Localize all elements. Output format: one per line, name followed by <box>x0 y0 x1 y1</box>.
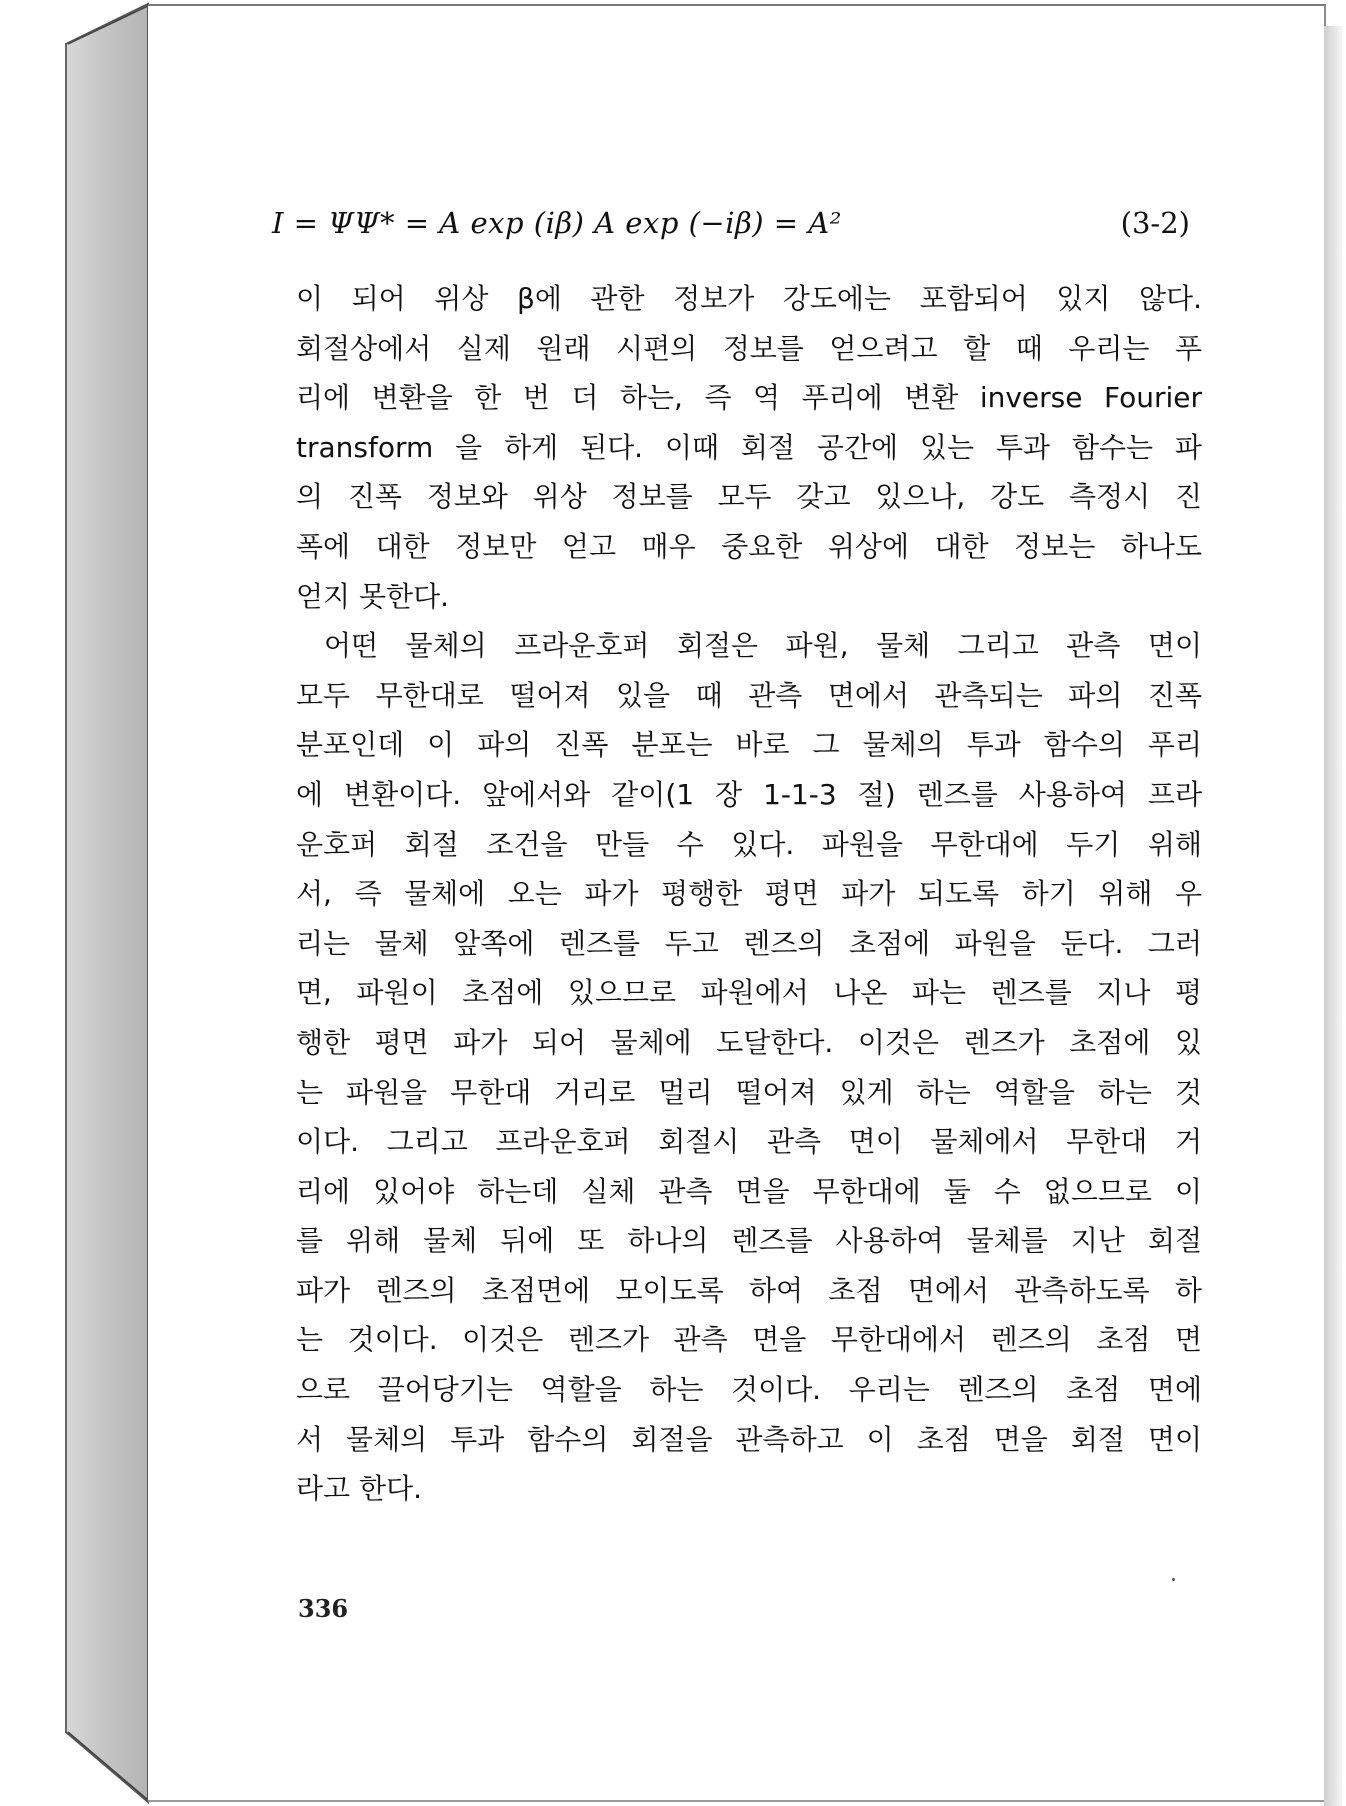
text-line: 얻지 못한다. <box>296 579 450 613</box>
text-line: 서 물체의 투과 함수의 회절을 관측하고 이 초점 면을 회절 면이 <box>296 1422 1202 1456</box>
text-line: 리는 물체 앞쪽에 렌즈를 두고 렌즈의 초점에 파원을 둔다. 그러 <box>296 926 1202 960</box>
text-line: 는 것이다. 이것은 렌즈가 관측 면을 무한대에서 렌즈의 초점 면 <box>296 1323 1202 1357</box>
equation-number: (3-2) <box>1120 206 1190 240</box>
page-number: 336 <box>298 1594 349 1623</box>
text-line: 파가 렌즈의 초점면에 모이도록 하여 초점 면에서 관측하도록 하 <box>296 1273 1202 1307</box>
text-line: 이 되어 위상 β에 관한 정보가 강도에는 포함되어 있지 않다. <box>296 282 1202 315</box>
paragraph-1 <box>296 274 1202 621</box>
text-line: 이다. 그리고 프라운호퍼 회절시 관측 면이 물체에서 무한대 거 <box>296 1125 1202 1159</box>
text-line: 리에 있어야 하는데 실체 관측 면을 무한대에 둘 수 없으므로 이 <box>296 1174 1202 1208</box>
text-line: 행한 평면 파가 되어 물체에 도달한다. 이것은 렌즈가 초점에 있 <box>296 1025 1202 1059</box>
page-edge-shadow <box>1324 26 1342 1806</box>
text-line: 모두 무한대로 떨어져 있을 때 관측 면에서 관측되는 파의 진폭 <box>296 678 1202 712</box>
text-line: 리에 변환을 한 번 더 하는, 즉 역 푸리에 변환 inverse Fourier <box>296 381 1202 415</box>
paragraph-2 <box>296 621 1202 1514</box>
equation-formula: I = ΨΨ* = A exp (iβ) A exp (−iβ) = A² <box>272 206 842 240</box>
text-line: 서, 즉 물체에 오는 파가 평행한 평면 파가 되도록 하기 위해 우 <box>296 877 1202 911</box>
text-line: 의 진폭 정보와 위상 정보를 모두 갖고 있으나, 강도 측정시 진 <box>296 480 1202 514</box>
text-line: 면, 파원이 초점에 있으므로 파원에서 나온 파는 렌즈를 지나 평 <box>296 976 1202 1010</box>
text-line: transform 을 하게 된다. 이때 회절 공간에 있는 투과 함수는 파 <box>296 430 1202 464</box>
text-line: 분포인데 이 파의 진폭 분포는 바로 그 물체의 투과 함수의 푸리 <box>296 728 1202 762</box>
text-line: 를 위해 물체 뒤에 또 하나의 렌즈를 사용하여 물체를 지난 회절 <box>296 1224 1202 1258</box>
text-line: 라고 한다. <box>296 1472 422 1506</box>
text-line: 운호퍼 회절 조건을 만들 수 있다. 파원을 무한대에 두기 위해 <box>296 827 1202 861</box>
book-spine <box>0 0 160 1806</box>
speck <box>1172 1578 1175 1581</box>
text-line: 어떤 물체의 프라운호퍼 회절은 파원, 물체 그리고 관측 면이 <box>324 629 1202 663</box>
text-line: 폭에 대한 정보만 얻고 매우 중요한 위상에 대한 정보는 하나도 <box>296 529 1202 563</box>
body-text <box>296 274 1202 1514</box>
text-line: 에 변환이다. 앞에서와 같이(1 장 1-1-3 절) 렌즈를 사용하여 프라 <box>296 777 1202 811</box>
text-line: 는 파원을 무한대 거리로 멀리 떨어져 있게 하는 역할을 하는 것 <box>296 1075 1202 1109</box>
text-line: 으로 끌어당기는 역할을 하는 것이다. 우리는 렌즈의 초점 면에 <box>296 1373 1202 1407</box>
text-line: 회절상에서 실제 원래 시편의 정보를 얻으려고 할 때 우리는 푸 <box>296 331 1202 365</box>
